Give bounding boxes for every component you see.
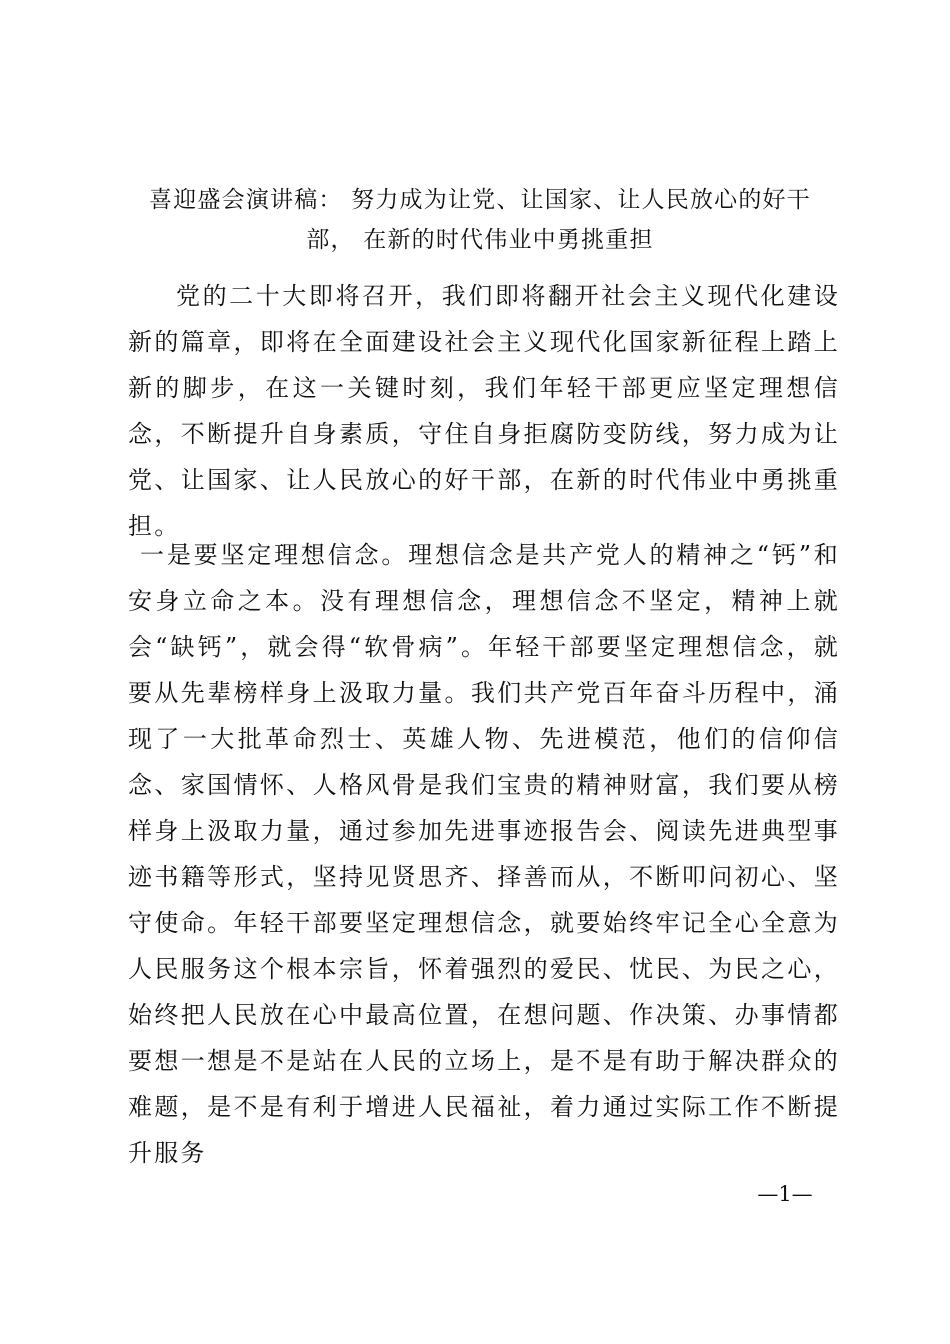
title-line-1: 喜迎盛会演讲稿： 努力成为让党、让国家、让人民放心的好干	[149, 187, 811, 213]
document-title	[120, 180, 840, 260]
paragraph-ideals: 一是要坚定理想信念。理想信念是共产党人的精神之“钙”和安身立命之本。没有理想信念，理想信念不坚定，精神上就会“缺钙”，就会得“软骨病”。年轻干部要坚定理想信念，就要从先辈榜样身上汲取力量。我们共产党百年奋斗历程中，涌现了一大批革命烈士、英雄人物、先进模范，他们的信仰信念、家国情怀、人格风骨是我们宝贵的精神财富，我们要从榜样身上汲取力量，通过参加先进事迹报告会、阅读先进典型事迹书籍等形式，坚持见贤思齐、择善而从，不断叩问初心、坚守使命。年轻干部要坚定理想信念，就要始终牢记全心全意为人民服务这个根本宗旨，怀着强烈的爱民、忧民、为民之心，始终把人民放在心中最高位置，在想问题、作决策、办事情都要想一想是不是站在人民的立场上，是不是有助于解决群众的难题，是不是有利于增进人民福祉，着力通过实际工作不断提升服务	[128, 541, 840, 1167]
paragraph-intro: 党的二十大即将召开，我们即将翻开社会主义现代化建设新的篇章，即将在全面建设社会主义现代化国家新征程上踏上新的脚步，在这一关键时刻，我们年轻干部更应坚定理想信念，不断提升自身素质，守住自身拒腐防变防线，努力成为让党、让国家、让人民放心的好干部，在新的时代伟业中勇挑重担。	[128, 282, 840, 540]
page-number: —1—	[757, 1182, 813, 1206]
title-line-2: 部， 在新的时代伟业中勇挑重担	[306, 227, 654, 253]
